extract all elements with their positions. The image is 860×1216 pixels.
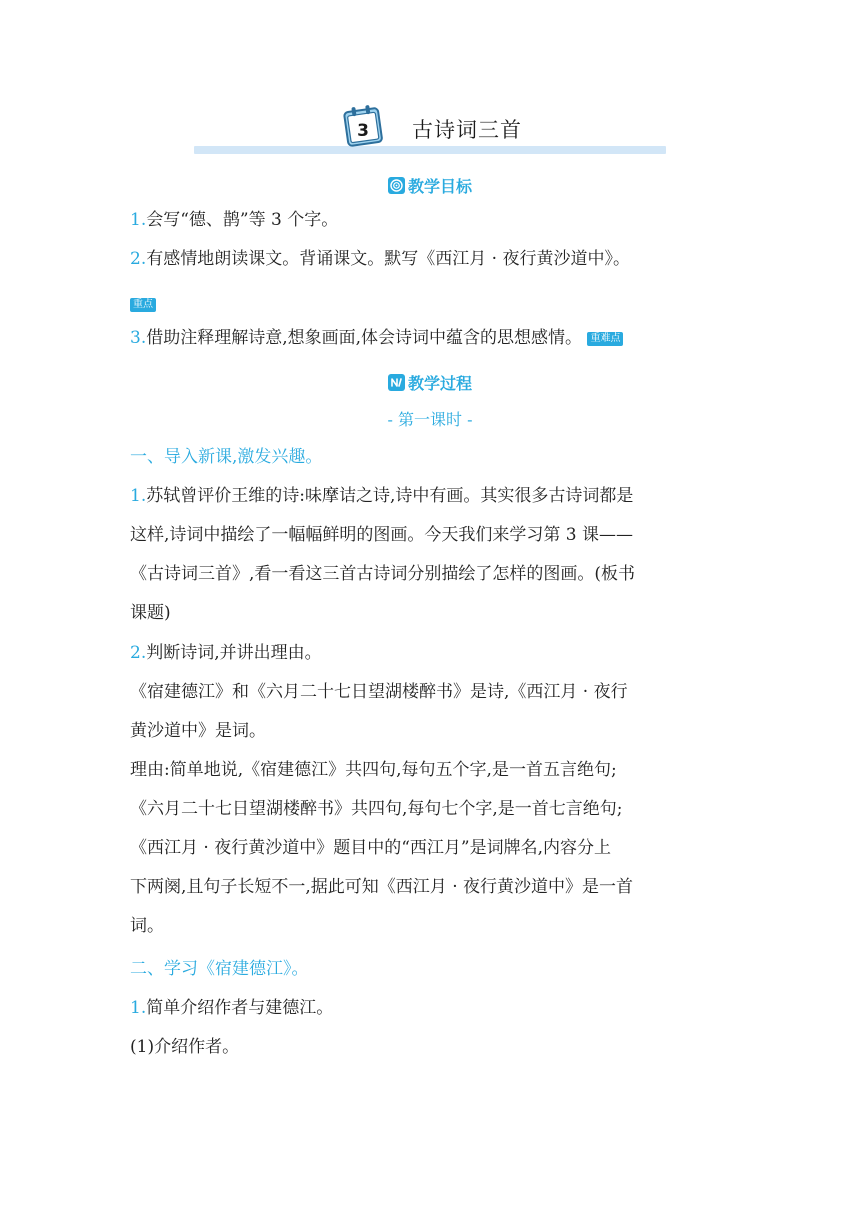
target-icon <box>388 177 405 194</box>
period-label: - 第一课时 - <box>387 410 473 429</box>
key-point-badge: 重点 <box>130 298 156 312</box>
lesson-header <box>194 100 666 156</box>
body-line: 《宿建德江》和《六月二十七日望湖楼醉书》是诗,《西江月 · 夜行 <box>130 682 628 702</box>
section-heading: 一、导入新课,激发兴趣。 <box>130 447 323 467</box>
process-icon <box>388 374 405 391</box>
objectives-heading <box>0 174 860 197</box>
lesson-number: 3 <box>357 121 369 141</box>
key-difficult-point-badge: 重难点 <box>587 332 623 346</box>
body-line: 《六月二十七日望湖楼醉书》共四句,每句七个字,是一首七言绝句; <box>130 799 623 819</box>
body-line: (1)介绍作者。 <box>130 1037 240 1057</box>
page-title: 古诗词三首 <box>412 118 522 142</box>
body-line: 下两阕,且句子长短不一,据此可知《西江月 · 夜行黄沙道中》是一首 <box>130 877 634 897</box>
title-underline-bar <box>194 146 666 154</box>
body-line: 《古诗词三首》,看一看这三首古诗词分别描绘了怎样的图画。(板书 <box>130 564 636 584</box>
section-heading: 二、学习《宿建德江》。 <box>130 959 309 979</box>
body-line: 黄沙道中》是词。 <box>130 721 266 741</box>
objective-item: 2.有感情地朗读课文。背诵课文。默写《西江月 · 夜行黄沙道中》。 <box>130 249 630 269</box>
process-heading-label: 教学过程 <box>407 374 472 393</box>
calendar-icon <box>342 104 384 148</box>
objective-item: 3.借助注释理解诗意,想象画面,体会诗词中蕴含的思想感情。 重难点 <box>130 326 623 350</box>
objectives-heading-label: 教学目标 <box>407 177 472 196</box>
process-heading <box>0 371 860 394</box>
objective-item: 1.会写“德、鹊”等 3 个字。 <box>130 210 339 230</box>
body-line: 2.判断诗词,并讲出理由。 <box>130 643 322 663</box>
body-line: 《西江月 · 夜行黄沙道中》题目中的“西江月”是词牌名,内容分上 <box>130 838 611 858</box>
body-line: 课题) <box>130 603 171 623</box>
objective-tag-line <box>130 292 156 316</box>
body-line: 1.简单介绍作者与建德江。 <box>130 998 334 1018</box>
body-line: 理由:简单地说,《宿建德江》共四句,每句五个字,是一首五言绝句; <box>130 760 617 780</box>
body-line: 词。 <box>130 916 164 936</box>
body-line: 1.苏轼曾评价王维的诗:味摩诘之诗,诗中有画。其实很多古诗词都是 <box>130 486 634 506</box>
body-line: 这样,诗词中描绘了一幅幅鲜明的图画。今天我们来学习第 3 课—— <box>130 525 634 545</box>
